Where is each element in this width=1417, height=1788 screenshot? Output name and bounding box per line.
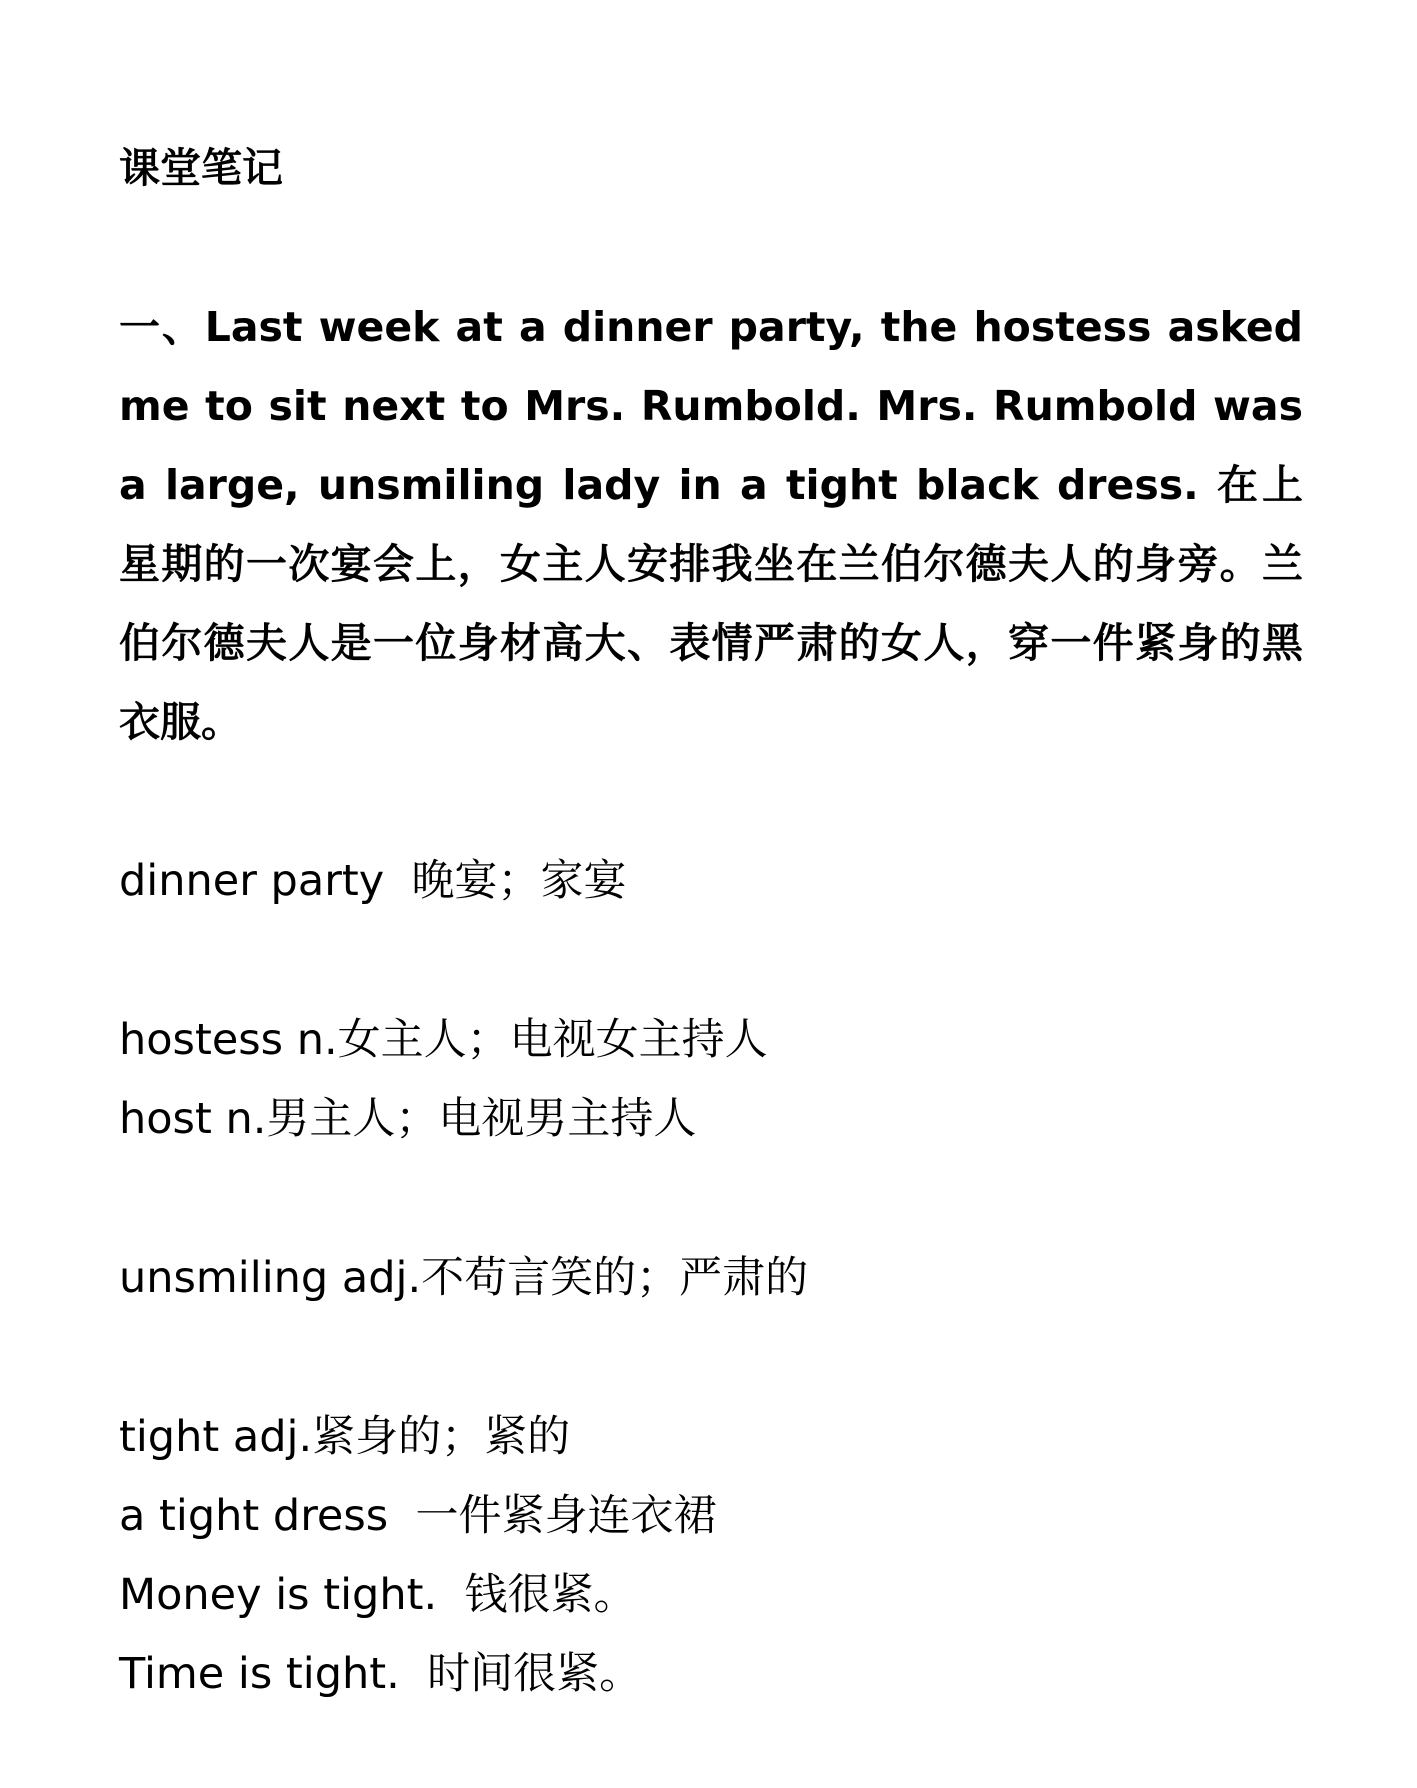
vocab-group-hostess <box>119 1001 1303 1159</box>
vocab-line: Time is tight. 时间很紧。 <box>119 1649 643 1699</box>
spacer <box>119 921 1303 1001</box>
vocab-group-tight <box>119 1398 1303 1714</box>
spacer <box>119 762 1303 842</box>
vocab-line: Money is tight. 钱很紧。 <box>119 1570 637 1620</box>
spacer <box>119 208 1303 288</box>
vocab-line: unsmiling adj.不苟言笑的；严肃的 <box>119 1253 809 1303</box>
vocab-line: tight adj.紧身的；紧的 <box>119 1412 571 1462</box>
spacer <box>119 1318 1303 1398</box>
vocab-line: host n.男主人；电视男主持人 <box>119 1094 697 1144</box>
document-page <box>119 128 1303 1714</box>
document-title: 课堂笔记 <box>119 144 283 192</box>
vocab-line: hostess n.女主人；电视女主持人 <box>119 1015 768 1065</box>
spacer <box>119 1159 1303 1239</box>
vocab-line: dinner party 晚宴；家宴 <box>119 856 627 906</box>
vocab-group-dinner-party <box>119 842 1303 921</box>
lesson-paragraph: 一、Last week at a dinner party, the hostess asked me to sit next to Mrs. Rumbold. Mrs. Rumbold was a large, unsmiling lady in a tight black dress. 在上星期的一次宴会上，女主人安排我坐在兰伯尔德夫人的身旁。兰伯尔德夫人是一位身材高大、表情严肃的女人，穿一件紧身的黑衣服。 <box>119 303 1303 746</box>
vocab-line: a tight dress 一件紧身连衣裙 <box>119 1491 717 1541</box>
vocab-group-unsmiling <box>119 1239 1303 1318</box>
